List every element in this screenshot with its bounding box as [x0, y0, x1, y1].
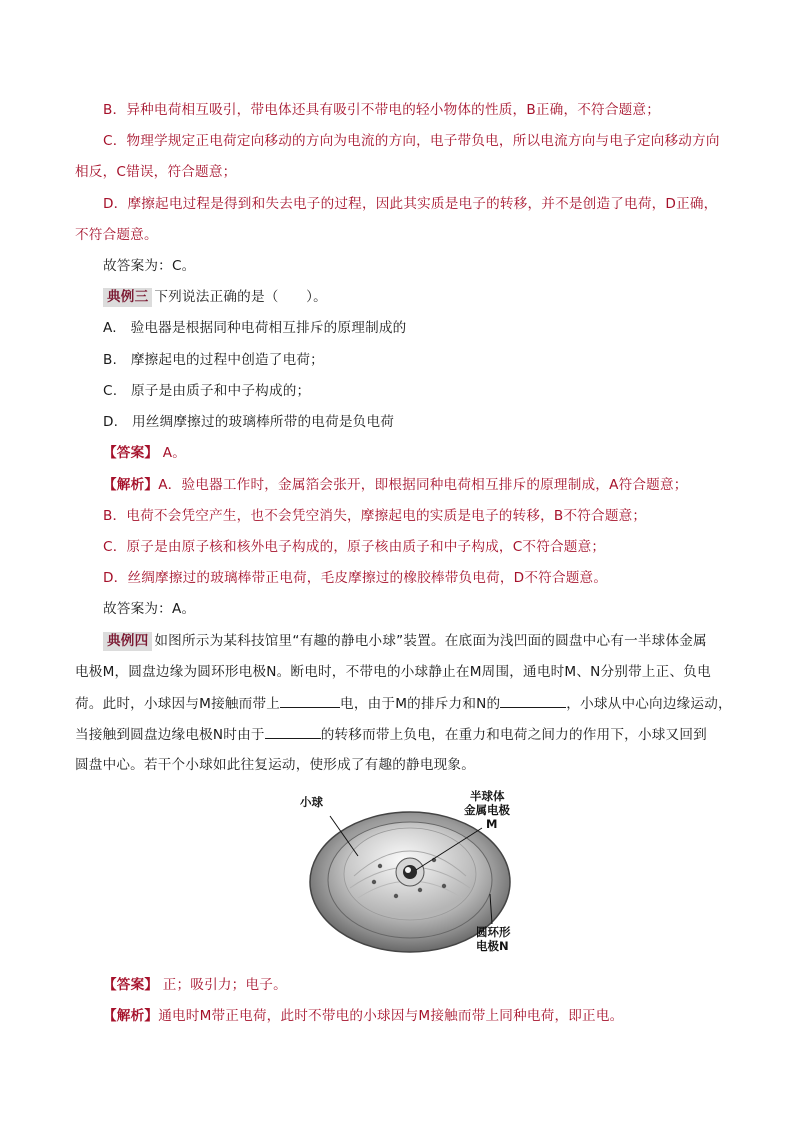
- example-tag: 典例四: [103, 632, 152, 651]
- analysis-line-a: [103, 475, 688, 495]
- answer-label: 【答案】: [103, 977, 159, 993]
- question-text: 荷。此时，小球因与M接触而带上: [75, 696, 281, 712]
- question-text: 的转移而带上负电，在重力和电荷之间力的作用下，小球又回到: [320, 727, 707, 743]
- question-text: 电，由于M的排斥力和N的: [340, 696, 501, 712]
- example-tag: 典例三: [103, 288, 152, 307]
- answer-blank-1[interactable]: [280, 693, 340, 708]
- label-ball: 小球: [300, 795, 323, 809]
- analysis-text: 通电时M带正电荷，此时不带电的小球因与M接触而带上同种电荷，即正电。: [158, 1008, 624, 1024]
- example4-line2: 电极M，圆盘边缘为圆环形电极N。断电时，不带电的小球静止在M周围，通电时M、N分别带上正、负电: [75, 664, 711, 680]
- label-electrode-m-line1: 半球体: [470, 789, 505, 803]
- analysis-option-c-line2: 相反，C错误，符合题意；: [75, 164, 237, 180]
- answer-value: A。: [162, 445, 187, 461]
- label-electrode-n-line1: 圆环形: [476, 925, 511, 939]
- example4-line5: 圆盘中心。若干个小球如此往复运动，使形成了有趣的静电现象。: [75, 757, 476, 773]
- example3-question: [103, 287, 327, 307]
- option-c: C. 原子是由质子和中子构成的；: [103, 383, 311, 399]
- analysis-label: 【解析】: [103, 1008, 159, 1024]
- option-a: A. 验电器是根据同种电荷相互排斥的原理制成的: [103, 320, 407, 336]
- question-text: 如图所示为某科技馆里“有趣的静电小球”装置。在底面为浅凹面的圆盘中心有一半球体金属: [154, 633, 707, 649]
- label-electrode-n-line2: 电极N: [476, 939, 509, 953]
- option-d: D. 用丝绸摩擦过的玻璃棒所带的电荷是负电荷: [103, 414, 395, 430]
- analysis-option-d-line1: D．摩擦起电过程是得到和失去电子的过程，因此其实质是电子的转移，并不是创造了电荷，D正确，: [103, 196, 718, 212]
- option-b: B. 摩擦起电的过程中创造了电荷；: [103, 352, 324, 368]
- label-electrode-m-line3: M: [486, 817, 498, 831]
- answer-conclusion: 故答案为：C。: [103, 258, 196, 274]
- answer-label: 【答案】: [103, 445, 159, 461]
- analysis-line: [103, 1006, 623, 1026]
- electrostatic-ball-figure: [294, 786, 526, 958]
- answer-blank-3[interactable]: [265, 724, 321, 739]
- example4-line3: [75, 693, 732, 714]
- example4-line4: [75, 724, 707, 745]
- analysis-line-b: B．电荷不会凭空产生，也不会凭空消失，摩擦起电的实质是电子的转移，B不符合题意；: [103, 508, 647, 524]
- analysis-label: 【解析】: [103, 477, 159, 493]
- analysis-line-c: C．原子是由原子核和核外电子构成的，原子核由质子和中子构成，C不符合题意；: [103, 539, 606, 555]
- question-text: 当接触到圆盘边缘电极N时由于: [75, 727, 265, 743]
- label-electrode-m-line2: 金属电极: [464, 803, 510, 817]
- answer-blank-2[interactable]: [500, 693, 566, 708]
- question-text: ，小球从中心向边缘运动，: [566, 696, 732, 712]
- answer-conclusion: 故答案为：A。: [103, 601, 196, 617]
- analysis-option-c-line1: C．物理学规定正电荷定向移动的方向为电流的方向，电子带负电，所以电流方向与电子定向移动方向: [103, 133, 720, 149]
- answer-value: 正；吸引力；电子。: [162, 977, 287, 993]
- analysis-option-b: B．异种电荷相互吸引，带电体还具有吸引不带电的轻小物体的性质，B正确，不符合题意；: [103, 102, 661, 118]
- analysis-option-d-line2: 不符合题意。: [75, 227, 158, 243]
- answer-line: [103, 443, 186, 463]
- analysis-line-d: D．丝绸摩擦过的玻璃棒带正电荷，毛皮摩擦过的橡胶棒带负电荷，D不符合题意。: [103, 570, 608, 586]
- question-text: 下列说法正确的是（ ）。: [154, 289, 327, 305]
- analysis-text: A．验电器工作时，金属箔会张开，即根据同种电荷相互排斥的原理制成，A符合题意；: [158, 477, 688, 493]
- example4-line1: [103, 631, 707, 651]
- answer-line: [103, 975, 287, 995]
